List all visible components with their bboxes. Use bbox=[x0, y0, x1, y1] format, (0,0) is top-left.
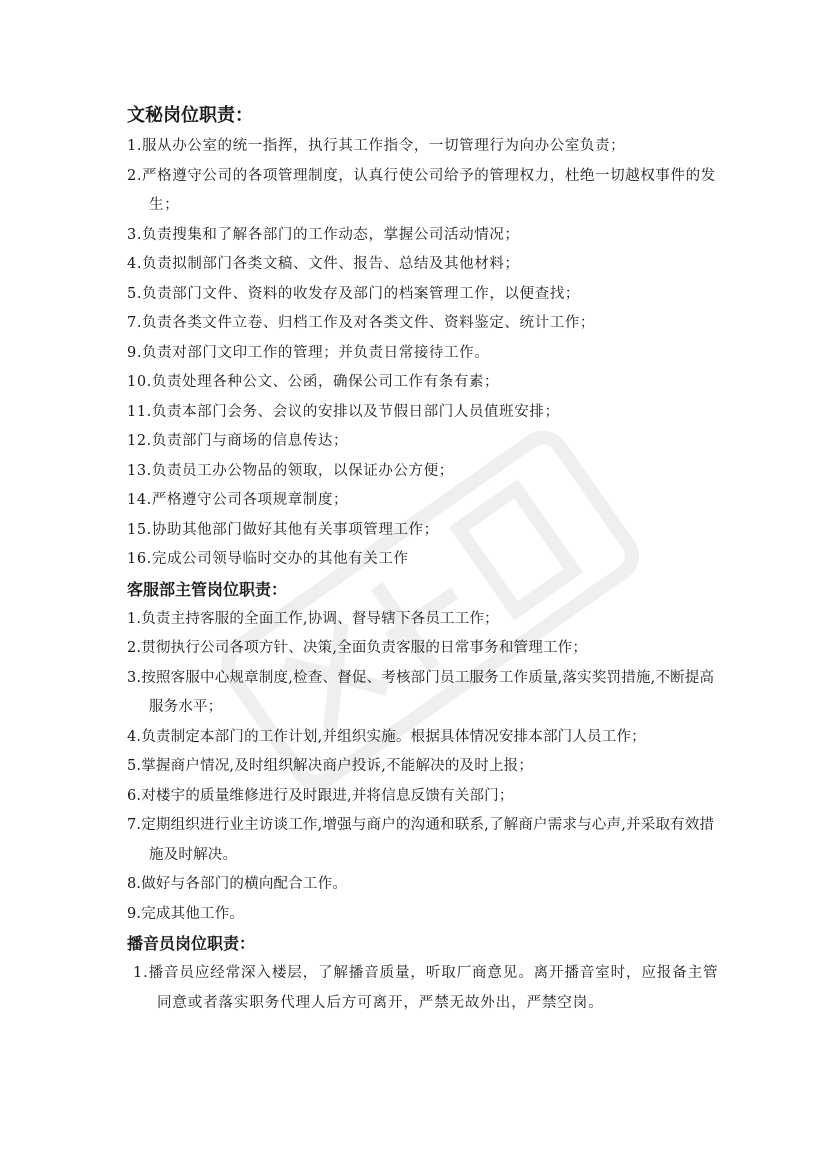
list-item: 9.完成其他工作。 bbox=[127, 905, 245, 922]
list-item: 16.完成公司领导临时交办的其他有关工作 bbox=[127, 551, 409, 567]
section-secretary bbox=[127, 100, 727, 575]
list-item: 11.负责本部门会务、会议的安排以及节假日部门人员值班安排； bbox=[127, 403, 560, 420]
list-item: 12.负责部门与商场的信息传达； bbox=[127, 433, 349, 449]
section-customer-service-supervisor bbox=[127, 575, 727, 930]
document-body bbox=[127, 100, 727, 1018]
section-title: 播音员岗位职责： bbox=[127, 934, 256, 953]
list-item: 2.贯彻执行公司各项方针、决策,全面负责客服的日常事务和管理工作； bbox=[127, 640, 588, 656]
list-item: 2.严格遵守公司的各项管理制度，认真行使公司给予的管理权力，杜绝一切越权事件的发生； bbox=[127, 167, 716, 213]
list-item: 4.负责拟制部门各类文稿、文件、报告、总结及其他材料； bbox=[127, 256, 520, 272]
duty-list bbox=[127, 132, 727, 575]
list-item: 1.负责主持客服的全面工作,协调、督导辖下各员工工作； bbox=[127, 610, 499, 627]
list-item: 6.对楼宇的质量维修进行及时跟进,并将信息反馈有关部门； bbox=[127, 787, 514, 804]
list-item: 13.负责员工办公物品的领取，以保证办公方便； bbox=[127, 462, 454, 479]
list-item: 5.负责部门文件、资料的收发存及部门的档案管理工作，以便查找； bbox=[127, 285, 580, 302]
list-item: 7.负责各类文件立卷、归档工作及对各类文件、资料鉴定、统计工作； bbox=[127, 315, 596, 331]
list-item: 7.定期组织进行业主访谈工作,增强与商户的沟通和联系,了解商户需求与心声,并采取有效措施及时解决。 bbox=[127, 817, 715, 863]
list-item: 14.严格遵守公司各项规章制度； bbox=[127, 492, 349, 508]
list-item: 4.负责制定本部门的工作计划,并组织实施。根据具体情况安排本部门人员工作； bbox=[127, 728, 646, 745]
list-item: 15.协助其他部门做好其他有关事项管理工作； bbox=[127, 521, 439, 538]
list-item: 1.播音员应经常深入楼层，了解播音质量，听取厂商意见。离开播音室时，应报备主管同意或者落实职务代理人后方可离开，严禁无故外出，严禁空岗。 bbox=[133, 965, 719, 1011]
list-item: 3.负责搜集和了解各部门的工作动态，掌握公司活动情况； bbox=[127, 226, 520, 243]
duty-list bbox=[127, 605, 727, 930]
section-broadcaster bbox=[127, 929, 727, 1018]
list-item: 9.负责对部门文印工作的管理；并负责日常接待工作。 bbox=[127, 344, 490, 361]
duty-list bbox=[127, 959, 727, 1018]
section-title: 文秘岗位职责： bbox=[127, 105, 253, 126]
list-item: 1.服从办公室的统一指挥，执行其工作指令，一切管理行为向办公室负责； bbox=[127, 138, 626, 154]
list-item: 5.掌握商户情况,及时组织解决商户投诉,不能解决的及时上报； bbox=[127, 758, 534, 774]
list-item: 8.做好与各部门的横向配合工作。 bbox=[127, 876, 348, 892]
section-title: 客服部主管岗位职责： bbox=[127, 579, 288, 599]
list-item: 3.按照客服中心规章制度,检查、督促、考核部门员工服务工作质量,落实奖罚措施,不断提高服务水平； bbox=[127, 669, 715, 715]
list-item: 10.负责处理各种公文、公函，确保公司工作有条有素； bbox=[127, 374, 500, 390]
